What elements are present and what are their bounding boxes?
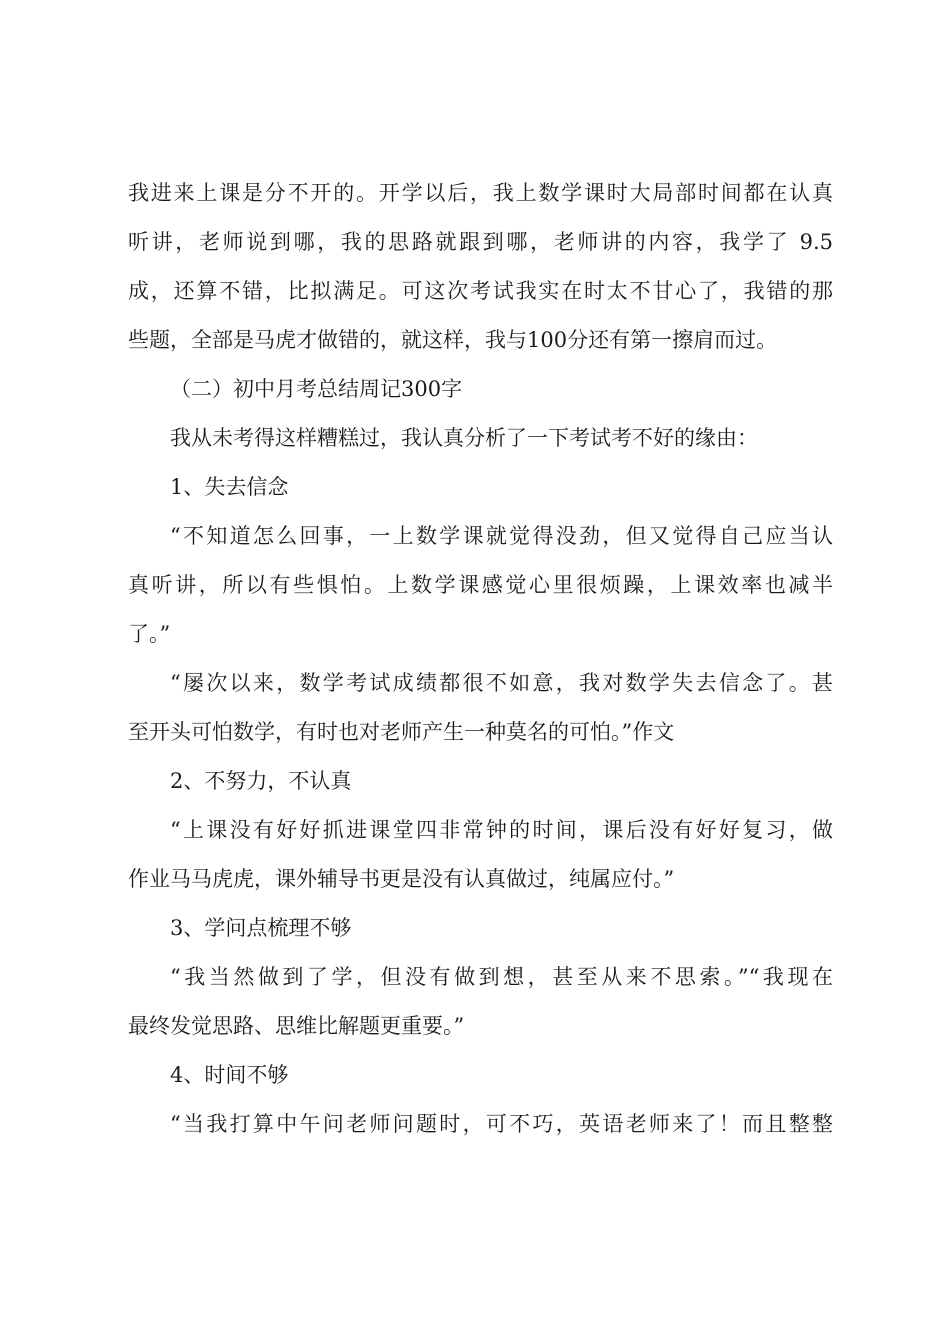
paragraph-line: 至开头可怕数学，有时也对老师产生一种莫名的可怕。”作文 — [128, 720, 675, 744]
paragraph-line: 成，还算不错，比拟满足。可这次考试我实在时太不甘心了，我错的那 — [128, 279, 833, 303]
paragraph-line: 作业马马虎虎，课外辅导书更是没有认真做过，纯属应付。” — [128, 867, 675, 891]
paragraph-line: “上课没有好好抓进课堂四非常钟的时间，课后没有好好复习，做 — [170, 818, 833, 842]
section-heading: （二）初中月考总结周记300字 — [170, 377, 463, 401]
paragraph-line: “我当然做到了学，但没有做到想，甚至从来不思索。”“我现在 — [170, 965, 833, 989]
paragraph-line: 我进来上课是分不开的。开学以后，我上数学课时大局部时间都在认真 — [128, 181, 833, 205]
document-body — [128, 178, 833, 1139]
paragraph-line: “当我打算中午问老师问题时，可不巧，英语老师来了！而且整整 — [170, 1112, 833, 1136]
paragraph-line: 最终发觉思路、思维比解题更重要。” — [128, 1014, 465, 1038]
paragraph-line: 听讲，老师说到哪，我的思路就跟到哪，老师讲的内容，我学了 9.5 — [128, 230, 833, 254]
list-heading: 1、失去信念 — [170, 475, 289, 499]
paragraph-line: 真听讲，所以有些惧怕。上数学课感觉心里很烦躁，上课效率也减半 — [128, 573, 833, 597]
list-heading: 3、学问点梳理不够 — [170, 916, 352, 940]
paragraph-line: 了。” — [128, 622, 171, 646]
list-heading: 4、时间不够 — [170, 1063, 289, 1087]
paragraph-line: 我从未考得这样糟糕过，我认真分析了一下考试考不好的缘由： — [170, 426, 758, 450]
paragraph-line: “屡次以来，数学考试成绩都很不如意，我对数学失去信念了。甚 — [170, 671, 833, 695]
list-heading: 2、不努力，不认真 — [170, 769, 352, 793]
paragraph-line: “不知道怎么回事，一上数学课就觉得没劲，但又觉得自己应当认 — [170, 524, 833, 548]
paragraph-line: 些题，全部是马虎才做错的，就这样，我与100分还有第一擦肩而过。 — [128, 328, 778, 352]
